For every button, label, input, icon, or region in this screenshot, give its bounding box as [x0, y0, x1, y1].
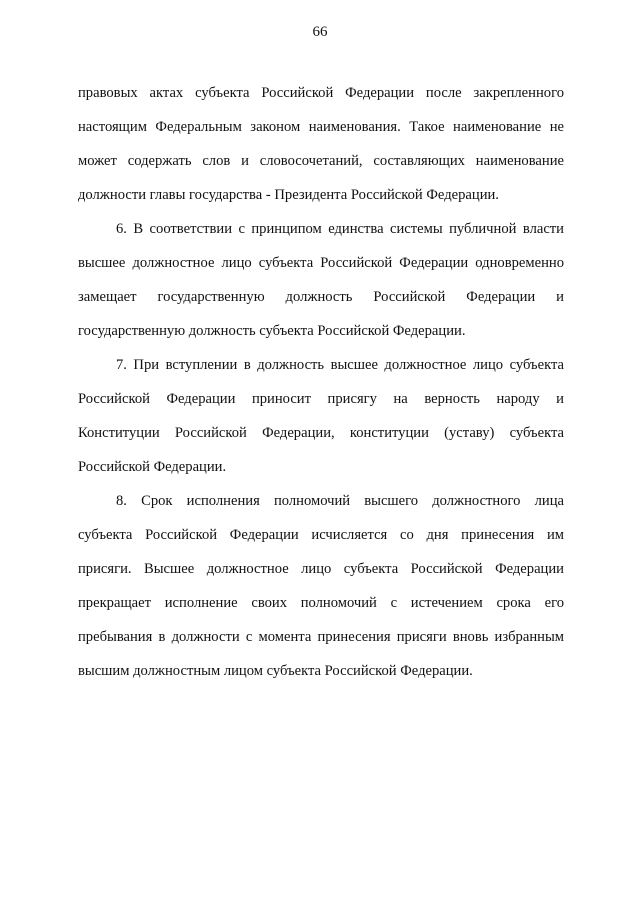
text-line: должности главы государства - Президента Российской Федерации. — [78, 187, 499, 203]
text-line: может содержать слов и словосочетаний, составляющих наименование — [78, 153, 564, 169]
paragraph — [78, 484, 564, 688]
text-line: 8. Срок исполнения полномочий высшего должностного лица — [116, 493, 564, 509]
text-line: субъекта Российской Федерации исчисляется со дня принесения им — [78, 527, 564, 543]
text-line: Российской Федерации. — [78, 459, 227, 475]
text-line: 7. При вступлении в должность высшее должностное лицо субъекта — [116, 357, 564, 373]
paragraph — [78, 212, 564, 348]
text-line: 6. В соответствии с принципом единства системы публичной власти — [116, 221, 564, 237]
text-line: государственную должность субъекта Российской Федерации. — [78, 323, 466, 339]
document-body — [78, 76, 564, 688]
text-line: высшим должностным лицом субъекта Российской Федерации. — [78, 663, 473, 679]
text-line: прекращает исполнение своих полномочий с истечением срока его — [78, 595, 564, 611]
text-line: замещает государственную должность Российской Федерации и — [78, 289, 564, 305]
text-line: высшее должностное лицо субъекта Российской Федерации одновременно — [78, 255, 564, 271]
text-line: Конституции Российской Федерации, конституции (уставу) субъекта — [78, 425, 564, 441]
text-line: правовых актах субъекта Российской Федерации после закрепленного — [78, 85, 564, 101]
text-line: Российской Федерации приносит присягу на верность народу и — [78, 391, 564, 407]
paragraph — [78, 348, 564, 484]
text-line: присяги. Высшее должностное лицо субъекта Российской Федерации — [78, 561, 564, 577]
text-line: пребывания в должности с момента принесения присяги вновь избранным — [78, 629, 564, 645]
text-line: настоящим Федеральным законом наименования. Такое наименование не — [78, 119, 564, 135]
paragraph — [78, 76, 564, 212]
page-number: 66 — [312, 24, 328, 40]
